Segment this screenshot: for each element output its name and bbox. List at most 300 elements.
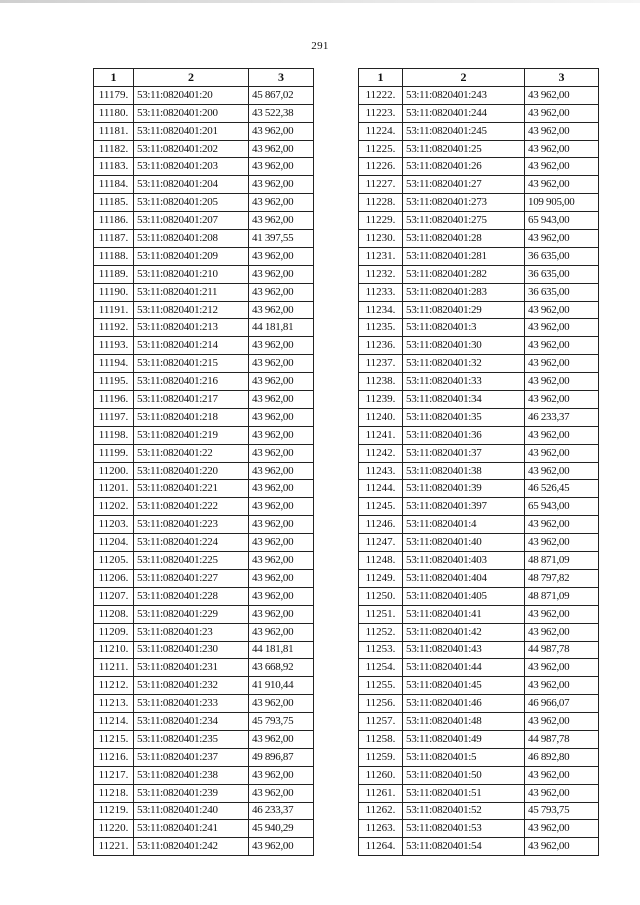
row-number-cell: 11212. [94, 677, 134, 695]
cadastral-number-cell: 53:11:0820401:34 [403, 391, 525, 409]
row-number-cell: 11185. [94, 194, 134, 212]
cadastral-number-cell: 53:11:0820401:216 [134, 373, 249, 391]
table-row [94, 158, 314, 176]
table-row [94, 391, 314, 409]
row-number-cell: 11225. [359, 140, 403, 158]
value-cell: 43 962,00 [249, 373, 314, 391]
row-number-cell: 11245. [359, 498, 403, 516]
row-number-cell: 11220. [94, 820, 134, 838]
table-row [94, 766, 314, 784]
value-cell: 43 962,00 [525, 230, 599, 248]
cadastral-number-cell: 53:11:0820401:243 [403, 86, 525, 104]
cadastral-number-cell: 53:11:0820401:23 [134, 623, 249, 641]
value-cell: 43 962,00 [249, 283, 314, 301]
value-cell: 43 962,00 [249, 337, 314, 355]
cadastral-number-cell: 53:11:0820401:212 [134, 301, 249, 319]
value-cell: 43 962,00 [525, 373, 599, 391]
value-cell: 43 962,00 [525, 838, 599, 856]
row-number-cell: 11204. [94, 534, 134, 552]
value-cell: 43 962,00 [525, 713, 599, 731]
cadastral-number-cell: 53:11:0820401:26 [403, 158, 525, 176]
cadastral-number-cell: 53:11:0820401:222 [134, 498, 249, 516]
left-table-body [94, 86, 314, 855]
row-number-cell: 11188. [94, 247, 134, 265]
table-row [359, 176, 599, 194]
table-row [94, 802, 314, 820]
table-row [94, 820, 314, 838]
value-cell: 44 181,81 [249, 319, 314, 337]
cadastral-number-cell: 53:11:0820401:231 [134, 659, 249, 677]
row-number-cell: 11259. [359, 748, 403, 766]
row-number-cell: 11236. [359, 337, 403, 355]
table-row [94, 230, 314, 248]
table-row [94, 265, 314, 283]
value-cell: 43 962,00 [525, 391, 599, 409]
table-row [359, 480, 599, 498]
cadastral-number-cell: 53:11:0820401:213 [134, 319, 249, 337]
table-row [359, 319, 599, 337]
row-number-cell: 11209. [94, 623, 134, 641]
value-cell: 43 962,00 [249, 605, 314, 623]
table-row [359, 730, 599, 748]
cadastral-number-cell: 53:11:0820401:29 [403, 301, 525, 319]
row-number-cell: 11258. [359, 730, 403, 748]
cadastral-number-cell: 53:11:0820401:42 [403, 623, 525, 641]
table-row [94, 569, 314, 587]
value-cell: 43 962,00 [525, 659, 599, 677]
value-cell: 43 962,00 [525, 122, 599, 140]
row-number-cell: 11180. [94, 104, 134, 122]
row-number-cell: 11239. [359, 391, 403, 409]
cadastral-number-cell: 53:11:0820401:20 [134, 86, 249, 104]
table-row [94, 301, 314, 319]
table-row [94, 283, 314, 301]
value-cell: 43 962,00 [249, 176, 314, 194]
cadastral-number-cell: 53:11:0820401:43 [403, 641, 525, 659]
table-row [94, 713, 314, 731]
value-cell: 43 962,00 [525, 158, 599, 176]
cadastral-number-cell: 53:11:0820401:28 [403, 230, 525, 248]
row-number-cell: 11243. [359, 462, 403, 480]
value-cell: 43 962,00 [249, 391, 314, 409]
value-cell: 43 962,00 [249, 498, 314, 516]
row-number-cell: 11203. [94, 516, 134, 534]
value-cell: 43 962,00 [249, 462, 314, 480]
table-row [359, 391, 599, 409]
row-number-cell: 11198. [94, 426, 134, 444]
row-number-cell: 11246. [359, 516, 403, 534]
table-row [94, 104, 314, 122]
row-number-cell: 11201. [94, 480, 134, 498]
value-cell: 43 962,00 [525, 516, 599, 534]
table-row [94, 426, 314, 444]
value-cell: 43 962,00 [249, 426, 314, 444]
value-cell: 43 962,00 [249, 158, 314, 176]
table-row [359, 86, 599, 104]
row-number-cell: 11190. [94, 283, 134, 301]
value-cell: 45 867,02 [249, 86, 314, 104]
right-cadastral-table [358, 68, 599, 856]
value-cell: 43 962,00 [525, 86, 599, 104]
column-header-number: 1 [359, 69, 403, 87]
table-row [359, 534, 599, 552]
cadastral-number-cell: 53:11:0820401:405 [403, 587, 525, 605]
row-number-cell: 11240. [359, 408, 403, 426]
row-number-cell: 11237. [359, 355, 403, 373]
cadastral-number-cell: 53:11:0820401:273 [403, 194, 525, 212]
table-row [359, 158, 599, 176]
row-number-cell: 11230. [359, 230, 403, 248]
table-row [359, 355, 599, 373]
row-number-cell: 11210. [94, 641, 134, 659]
cadastral-number-cell: 53:11:0820401:223 [134, 516, 249, 534]
table-row [359, 444, 599, 462]
column-header-number: 1 [94, 69, 134, 87]
value-cell: 43 962,00 [249, 784, 314, 802]
value-cell: 46 526,45 [525, 480, 599, 498]
cadastral-number-cell: 53:11:0820401:233 [134, 695, 249, 713]
value-cell: 41 910,44 [249, 677, 314, 695]
value-cell: 43 962,00 [249, 212, 314, 230]
table-row [359, 462, 599, 480]
row-number-cell: 11217. [94, 766, 134, 784]
table-row [359, 283, 599, 301]
row-number-cell: 11199. [94, 444, 134, 462]
row-number-cell: 11222. [359, 86, 403, 104]
row-number-cell: 11207. [94, 587, 134, 605]
cadastral-number-cell: 53:11:0820401:241 [134, 820, 249, 838]
table-row [359, 194, 599, 212]
cadastral-number-cell: 53:11:0820401:225 [134, 552, 249, 570]
table-row [359, 587, 599, 605]
table-row [359, 337, 599, 355]
row-number-cell: 11187. [94, 230, 134, 248]
table-row [94, 373, 314, 391]
table-row [359, 408, 599, 426]
table-row [94, 86, 314, 104]
row-number-cell: 11216. [94, 748, 134, 766]
table-row [94, 838, 314, 856]
table-row [94, 677, 314, 695]
value-cell: 43 962,00 [249, 534, 314, 552]
cadastral-number-cell: 53:11:0820401:35 [403, 408, 525, 426]
table-row [359, 498, 599, 516]
cadastral-number-cell: 53:11:0820401:403 [403, 552, 525, 570]
row-number-cell: 11226. [359, 158, 403, 176]
cadastral-number-cell: 53:11:0820401:228 [134, 587, 249, 605]
cadastral-number-cell: 53:11:0820401:202 [134, 140, 249, 158]
cadastral-number-cell: 53:11:0820401:45 [403, 677, 525, 695]
value-cell: 44 987,78 [525, 730, 599, 748]
value-cell: 44 987,78 [525, 641, 599, 659]
value-cell: 44 181,81 [249, 641, 314, 659]
row-number-cell: 11262. [359, 802, 403, 820]
row-number-cell: 11233. [359, 283, 403, 301]
cadastral-number-cell: 53:11:0820401:4 [403, 516, 525, 534]
cadastral-number-cell: 53:11:0820401:52 [403, 802, 525, 820]
value-cell: 36 635,00 [525, 283, 599, 301]
value-cell: 45 940,29 [249, 820, 314, 838]
table-row [94, 355, 314, 373]
value-cell: 43 962,00 [249, 355, 314, 373]
row-number-cell: 11229. [359, 212, 403, 230]
value-cell: 43 962,00 [525, 766, 599, 784]
cadastral-number-cell: 53:11:0820401:41 [403, 605, 525, 623]
table-row [94, 408, 314, 426]
table-row [94, 623, 314, 641]
row-number-cell: 11232. [359, 265, 403, 283]
table-row [94, 748, 314, 766]
value-cell: 43 962,00 [525, 623, 599, 641]
value-cell: 43 962,00 [249, 838, 314, 856]
row-number-cell: 11205. [94, 552, 134, 570]
value-cell: 43 962,00 [249, 623, 314, 641]
table-row [359, 301, 599, 319]
value-cell: 46 233,37 [525, 408, 599, 426]
value-cell: 43 962,00 [249, 730, 314, 748]
cadastral-number-cell: 53:11:0820401:211 [134, 283, 249, 301]
value-cell: 65 943,00 [525, 212, 599, 230]
value-cell: 43 962,00 [525, 534, 599, 552]
row-number-cell: 11253. [359, 641, 403, 659]
row-number-cell: 11183. [94, 158, 134, 176]
table-row [94, 444, 314, 462]
value-cell: 43 962,00 [525, 140, 599, 158]
value-cell: 43 962,00 [249, 247, 314, 265]
column-header-cadastral: 2 [134, 69, 249, 87]
row-number-cell: 11249. [359, 569, 403, 587]
cadastral-number-cell: 53:11:0820401:234 [134, 713, 249, 731]
table-row [94, 605, 314, 623]
row-number-cell: 11200. [94, 462, 134, 480]
cadastral-number-cell: 53:11:0820401:397 [403, 498, 525, 516]
table-row [94, 695, 314, 713]
table-row [359, 426, 599, 444]
cadastral-number-cell: 53:11:0820401:219 [134, 426, 249, 444]
row-number-cell: 11228. [359, 194, 403, 212]
table-row [94, 140, 314, 158]
table-row [359, 748, 599, 766]
row-number-cell: 11255. [359, 677, 403, 695]
cadastral-number-cell: 53:11:0820401:235 [134, 730, 249, 748]
cadastral-number-cell: 53:11:0820401:51 [403, 784, 525, 802]
cadastral-number-cell: 53:11:0820401:275 [403, 212, 525, 230]
value-cell: 43 962,00 [525, 426, 599, 444]
row-number-cell: 11264. [359, 838, 403, 856]
table-row [94, 659, 314, 677]
table-row [94, 641, 314, 659]
row-number-cell: 11251. [359, 605, 403, 623]
row-number-cell: 11211. [94, 659, 134, 677]
row-number-cell: 11191. [94, 301, 134, 319]
value-cell: 36 635,00 [525, 247, 599, 265]
table-row [94, 176, 314, 194]
table-row [359, 230, 599, 248]
table-row [94, 462, 314, 480]
cadastral-number-cell: 53:11:0820401:44 [403, 659, 525, 677]
table-row [94, 337, 314, 355]
table-row [359, 265, 599, 283]
value-cell: 43 962,00 [249, 516, 314, 534]
row-number-cell: 11206. [94, 569, 134, 587]
table-row [359, 212, 599, 230]
table-row [94, 587, 314, 605]
cadastral-number-cell: 53:11:0820401:237 [134, 748, 249, 766]
table-row [94, 247, 314, 265]
scan-edge-artifact [0, 0, 640, 3]
value-cell: 65 943,00 [525, 498, 599, 516]
value-cell: 43 962,00 [249, 766, 314, 784]
table-row [359, 641, 599, 659]
table-row [359, 766, 599, 784]
value-cell: 49 896,87 [249, 748, 314, 766]
cadastral-number-cell: 53:11:0820401:283 [403, 283, 525, 301]
cadastral-number-cell: 53:11:0820401:404 [403, 569, 525, 587]
row-number-cell: 11227. [359, 176, 403, 194]
cadastral-number-cell: 53:11:0820401:210 [134, 265, 249, 283]
table-row [359, 247, 599, 265]
row-number-cell: 11254. [359, 659, 403, 677]
table-row [359, 140, 599, 158]
table-row [359, 713, 599, 731]
value-cell: 43 668,92 [249, 659, 314, 677]
row-number-cell: 11194. [94, 355, 134, 373]
value-cell: 36 635,00 [525, 265, 599, 283]
value-cell: 46 966,07 [525, 695, 599, 713]
row-number-cell: 11261. [359, 784, 403, 802]
value-cell: 45 793,75 [525, 802, 599, 820]
cadastral-number-cell: 53:11:0820401:53 [403, 820, 525, 838]
value-cell: 43 962,00 [249, 569, 314, 587]
value-cell: 109 905,00 [525, 194, 599, 212]
table-row [359, 820, 599, 838]
value-cell: 46 233,37 [249, 802, 314, 820]
value-cell: 43 962,00 [525, 462, 599, 480]
row-number-cell: 11181. [94, 122, 134, 140]
cadastral-number-cell: 53:11:0820401:230 [134, 641, 249, 659]
row-number-cell: 11235. [359, 319, 403, 337]
value-cell: 43 962,00 [525, 337, 599, 355]
column-header-cadastral: 2 [403, 69, 525, 87]
table-row [359, 623, 599, 641]
row-number-cell: 11192. [94, 319, 134, 337]
table-row [359, 104, 599, 122]
value-cell: 43 962,00 [249, 194, 314, 212]
table-row [359, 569, 599, 587]
row-number-cell: 11234. [359, 301, 403, 319]
value-cell: 43 962,00 [525, 784, 599, 802]
cadastral-number-cell: 53:11:0820401:54 [403, 838, 525, 856]
table-row [94, 730, 314, 748]
table-row [94, 784, 314, 802]
row-number-cell: 11241. [359, 426, 403, 444]
cadastral-number-cell: 53:11:0820401:22 [134, 444, 249, 462]
cadastral-number-cell: 53:11:0820401:46 [403, 695, 525, 713]
cadastral-number-cell: 53:11:0820401:27 [403, 176, 525, 194]
value-cell: 43 962,00 [525, 605, 599, 623]
cadastral-number-cell: 53:11:0820401:32 [403, 355, 525, 373]
row-number-cell: 11186. [94, 212, 134, 230]
value-cell: 43 962,00 [249, 408, 314, 426]
cadastral-number-cell: 53:11:0820401:218 [134, 408, 249, 426]
value-cell: 43 962,00 [249, 480, 314, 498]
cadastral-number-cell: 53:11:0820401:215 [134, 355, 249, 373]
table-row [94, 498, 314, 516]
cadastral-number-cell: 53:11:0820401:227 [134, 569, 249, 587]
cadastral-number-cell: 53:11:0820401:200 [134, 104, 249, 122]
row-number-cell: 11215. [94, 730, 134, 748]
table-row [359, 659, 599, 677]
cadastral-number-cell: 53:11:0820401:205 [134, 194, 249, 212]
row-number-cell: 11238. [359, 373, 403, 391]
cadastral-number-cell: 53:11:0820401:239 [134, 784, 249, 802]
cadastral-number-cell: 53:11:0820401:245 [403, 122, 525, 140]
cadastral-number-cell: 53:11:0820401:220 [134, 462, 249, 480]
table-row [94, 122, 314, 140]
value-cell: 43 962,00 [525, 176, 599, 194]
cadastral-number-cell: 53:11:0820401:240 [134, 802, 249, 820]
row-number-cell: 11244. [359, 480, 403, 498]
cadastral-number-cell: 53:11:0820401:201 [134, 122, 249, 140]
value-cell: 48 871,09 [525, 552, 599, 570]
cadastral-number-cell: 53:11:0820401:221 [134, 480, 249, 498]
table-row [94, 516, 314, 534]
cadastral-number-cell: 53:11:0820401:242 [134, 838, 249, 856]
row-number-cell: 11182. [94, 140, 134, 158]
value-cell: 48 871,09 [525, 587, 599, 605]
cadastral-number-cell: 53:11:0820401:39 [403, 480, 525, 498]
cadastral-number-cell: 53:11:0820401:3 [403, 319, 525, 337]
row-number-cell: 11179. [94, 86, 134, 104]
row-number-cell: 11184. [94, 176, 134, 194]
row-number-cell: 11197. [94, 408, 134, 426]
row-number-cell: 11202. [94, 498, 134, 516]
value-cell: 43 962,00 [249, 587, 314, 605]
value-cell: 43 962,00 [525, 444, 599, 462]
table-row [94, 194, 314, 212]
cadastral-number-cell: 53:11:0820401:203 [134, 158, 249, 176]
value-cell: 43 962,00 [525, 104, 599, 122]
value-cell: 43 962,00 [525, 677, 599, 695]
value-cell: 43 962,00 [525, 301, 599, 319]
row-number-cell: 11250. [359, 587, 403, 605]
row-number-cell: 11231. [359, 247, 403, 265]
value-cell: 46 892,80 [525, 748, 599, 766]
row-number-cell: 11213. [94, 695, 134, 713]
table-row [359, 838, 599, 856]
row-number-cell: 11248. [359, 552, 403, 570]
cadastral-number-cell: 53:11:0820401:214 [134, 337, 249, 355]
value-cell: 43 962,00 [525, 820, 599, 838]
row-number-cell: 11223. [359, 104, 403, 122]
value-cell: 43 962,00 [249, 122, 314, 140]
row-number-cell: 11214. [94, 713, 134, 731]
value-cell: 43 962,00 [525, 355, 599, 373]
column-header-value: 3 [525, 69, 599, 87]
value-cell: 43 962,00 [249, 552, 314, 570]
cadastral-number-cell: 53:11:0820401:224 [134, 534, 249, 552]
cadastral-number-cell: 53:11:0820401:208 [134, 230, 249, 248]
table-row [359, 373, 599, 391]
cadastral-number-cell: 53:11:0820401:33 [403, 373, 525, 391]
row-number-cell: 11221. [94, 838, 134, 856]
table-header-row [94, 69, 314, 87]
row-number-cell: 11195. [94, 373, 134, 391]
table-row [359, 784, 599, 802]
value-cell: 43 962,00 [525, 319, 599, 337]
table-row [359, 677, 599, 695]
value-cell: 41 397,55 [249, 230, 314, 248]
